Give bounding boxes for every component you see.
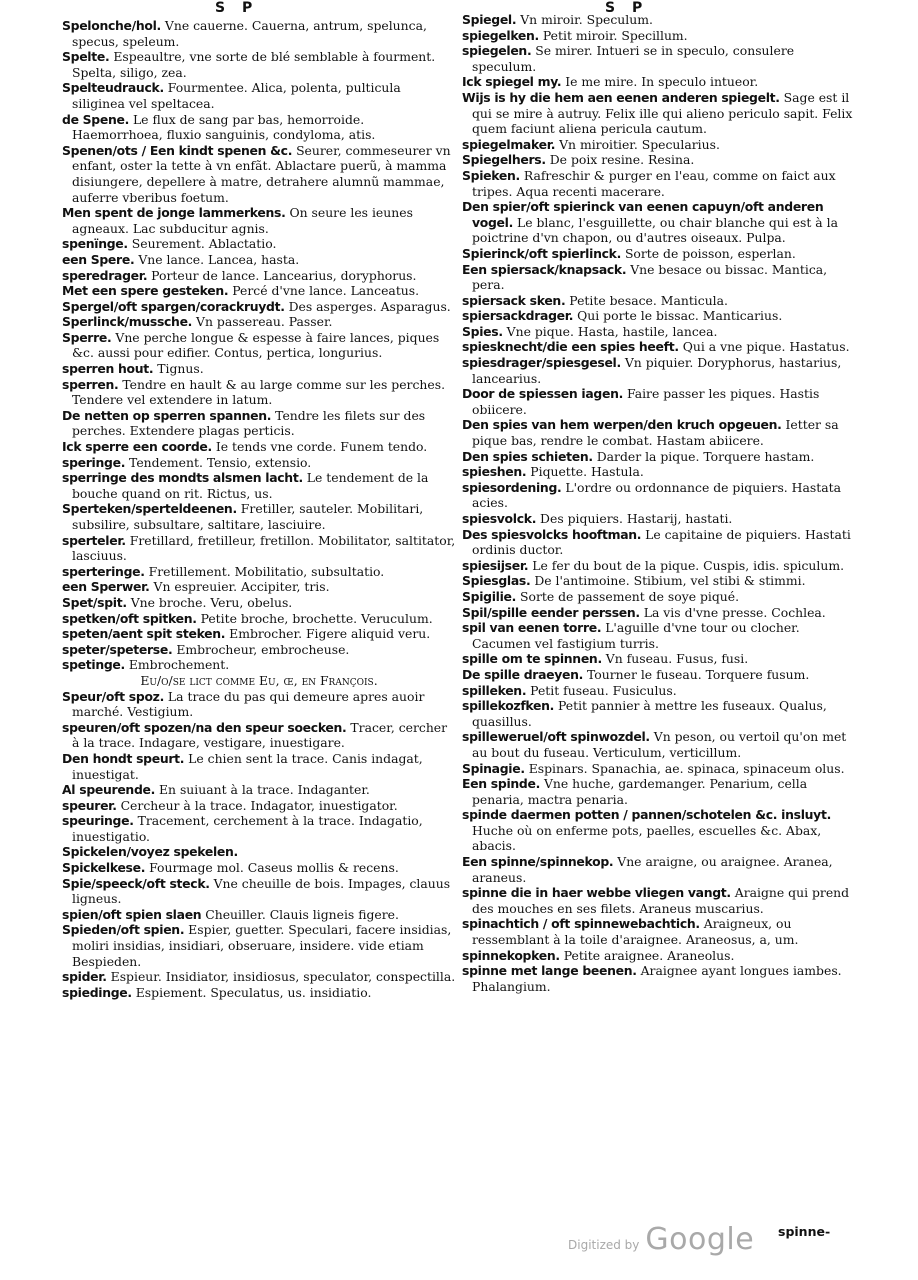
entry-headword: Spet/spit.: [62, 594, 127, 610]
entry-definition: Des piquiers. Hastarij, hastati.: [536, 511, 733, 526]
entry-headword: spiersackdrager.: [462, 308, 574, 324]
entry-headword: Spiegel.: [462, 12, 517, 27]
dictionary-entry: [462, 137, 854, 153]
entry-definition: Vne pique. Hasta, hastile, lancea.: [502, 323, 718, 339]
entry-definition: Seurer, commeseurer vn enfant, oster la tette à vn enfãt. Ablactare puerũ, à mamma disiungere, depellere à matre, detrahere alumnũ mammae, auferre vberibus foetum.: [72, 142, 451, 205]
entry-headword: een Spere.: [62, 251, 135, 267]
entry-definition: Vne lance. Lancea, hasta.: [134, 251, 300, 267]
entry-headword: spiegelen.: [462, 43, 532, 59]
dictionary-entry: [462, 667, 854, 683]
entry-headword: spetinge.: [62, 657, 125, 673]
dictionary-entry: [62, 860, 456, 876]
entry-definition: La vis d'vne presse. Cochlea.: [639, 604, 826, 620]
entry-headword: spilleweruel/oft spinwozdel.: [462, 729, 650, 745]
entry-definition: Le tendement de la bouche quand on rit. Rictus, us.: [72, 470, 429, 501]
entry-definition: Le capitaine de piquiers. Hastati ordinis ductor.: [472, 526, 851, 558]
watermark-brand: Google: [645, 1222, 755, 1257]
entry-definition: Le fer du bout de la pique. Cuspis, idis. spiculum.: [528, 557, 845, 573]
entry-definition: Petite araignee. Araneolus.: [559, 947, 735, 963]
entry-definition: Vne cauerne. Cauerna, antrum, spelunca, specus, speleum.: [72, 18, 427, 49]
entry-headword: speten/aent spit steken.: [62, 626, 226, 642]
entry-headword: spinne met lange beenen.: [462, 963, 637, 979]
entry-headword: Met een spere gesteken.: [62, 283, 229, 299]
entry-definition: De l'antimoine. Stibium, vel stibi & stimmi.: [530, 573, 806, 589]
entry-definition: Fourmage mol. Caseus mollis & recens.: [145, 860, 399, 876]
entry-headword: spillekozfken.: [462, 698, 555, 714]
entry-headword: speuren/oft spozen/na den speur soecken.: [62, 719, 347, 735]
entry-headword: Spinagie.: [462, 760, 525, 776]
dictionary-entry: [462, 885, 854, 916]
dictionary-entry: [62, 361, 456, 377]
entry-headword: Spieden/oft spien.: [62, 922, 185, 938]
dictionary-entry: [62, 657, 456, 673]
entry-definition: En suiuant à la trace. Indaganter.: [155, 782, 370, 798]
dictionary-entry: [62, 907, 456, 923]
entry-headword: spetken/oft spitken.: [62, 610, 197, 626]
entry-definition: Vn piquier. Doryphorus, hastarius, lancearius.: [472, 355, 842, 386]
dictionary-entry: [462, 963, 854, 994]
running-header-right: S P: [605, 0, 649, 16]
entry-definition: Le blanc, l'esguillette, ou chair blanche qui est à la poictrine d'vn chapon, ou d'autres oiseaux. Pulpa.: [472, 214, 838, 246]
entry-headword: Spigilie.: [462, 588, 517, 604]
dictionary-entry: [62, 564, 456, 580]
entry-definition: Ietter sa pique bas, rendre le combat. Hastam abiicere.: [472, 417, 839, 449]
dictionary-entry: [62, 611, 456, 627]
dictionary-entry: [462, 28, 854, 44]
dictionary-entry: [62, 922, 456, 969]
dictionary-entry: [62, 236, 456, 252]
dictionary-entry: [62, 782, 456, 798]
dictionary-entry: [462, 43, 854, 74]
dictionary-entry: [62, 798, 456, 814]
dictionary-entry: [62, 330, 456, 361]
entry-headword: Den spies schieten.: [462, 448, 593, 464]
entry-headword: Spelte.: [62, 49, 110, 65]
entry-definition: Se mirer. Intueri se in speculo, consulere speculum.: [472, 43, 795, 74]
left-column: [62, 18, 456, 1000]
entry-headword: Spenen/ots / Een kindt spenen &c.: [62, 142, 293, 158]
entry-definition: Piquette. Hastula.: [526, 464, 644, 480]
entry-headword: spiersack sken.: [462, 292, 566, 308]
entry-headword: sperteringe.: [62, 563, 145, 579]
dictionary-entry: [462, 605, 854, 621]
entry-headword: Spieken.: [462, 167, 520, 183]
entry-headword: spinde daermen potten / pannen/schotelen &c. insluyt.: [462, 807, 831, 823]
entry-headword: Spickelkese.: [62, 860, 146, 876]
entry-definition: Fretillement. Mobilitatio, subsultatio.: [144, 563, 385, 579]
entry-headword: Ick spiegel my.: [462, 74, 562, 90]
entry-definition: Fretillard, fretilleur, fretillon. Mobilitator, saltitator, lasciuus.: [72, 532, 456, 564]
dictionary-entry: [462, 199, 854, 246]
dictionary-entry: [62, 969, 456, 985]
entry-headword: Spelonche/hol.: [62, 18, 161, 33]
entry-definition: Petit pannier à mettre les fuseaux. Qualus, quasillus.: [472, 698, 827, 729]
entry-headword: Spergel/oft spargen/corackruydt.: [62, 298, 285, 314]
dictionary-entry: [62, 470, 456, 501]
dictionary-entry: [462, 168, 854, 199]
entry-definition: Qui porte le bissac. Manticarius.: [573, 308, 783, 324]
entry-headword: spider.: [62, 969, 107, 985]
dictionary-entry: [462, 589, 854, 605]
entry-headword: Spies.: [462, 323, 503, 339]
entry-definition: Sorte de poisson, esperlan.: [621, 245, 796, 261]
entry-headword: spiesordening.: [462, 479, 562, 495]
entry-headword: Men spent de jonge lammerkens.: [62, 205, 286, 221]
entry-definition: Vne broche. Veru, obelus.: [126, 594, 293, 610]
entry-definition: Tendre en hault & au large comme sur les perches. Tendere vel extendere in latum.: [72, 376, 446, 408]
dictionary-entry: [462, 308, 854, 324]
entry-headword: speuringe.: [62, 813, 134, 829]
dictionary-entry: [462, 698, 854, 729]
entry-headword: een Sperwer.: [62, 579, 150, 595]
entry-definition: Espieur. Insidiator, insidiosus, speculator, conspectilla.: [106, 969, 456, 985]
entry-definition: Embrocheur, embrocheuse.: [172, 641, 350, 657]
entry-definition: Vne perche longue & espesse à faire lances, piques &c. aussi pour edifier. Contus, pertica, longurius.: [72, 329, 440, 361]
entry-definition: Tendement. Tensio, extensio.: [125, 454, 312, 470]
entry-definition: Darder la pique. Torquere hastam.: [592, 448, 815, 464]
dictionary-entry: [462, 761, 854, 777]
entry-headword: Spiegelhers.: [462, 152, 546, 168]
dictionary-entry: [462, 683, 854, 699]
entry-headword: spiegelmaker.: [462, 136, 556, 152]
dictionary-entry: [462, 262, 854, 293]
entry-headword: Den spies van hem werpen/den kruch opgeuen.: [462, 417, 782, 433]
dictionary-entry: [462, 511, 854, 527]
right-column: [462, 12, 854, 994]
dictionary-entry: [62, 813, 456, 844]
dictionary-entry: [62, 268, 456, 284]
entry-headword: Spiesglas.: [462, 573, 531, 589]
entry-headword: Ick sperre een coorde.: [62, 439, 212, 455]
entry-definition: Vne besace ou bissac. Mantica, pera.: [472, 261, 828, 293]
entry-headword: spil van eenen torre.: [462, 620, 602, 636]
dictionary-entry: [62, 408, 456, 439]
entry-headword: speredrager.: [62, 267, 148, 283]
entry-headword: De netten op sperren spannen.: [62, 407, 272, 423]
dictionary-entry: [62, 844, 456, 860]
entry-definition: Vne cheuille de bois. Impages, clauus ligneus.: [72, 875, 451, 907]
entry-headword: sperteler.: [62, 532, 126, 548]
dictionary-entry: [462, 464, 854, 480]
entry-definition: Tracer, cercher à la trace. Indagare, vestigare, inuestigare.: [72, 719, 448, 751]
dictionary-entry: [62, 689, 456, 720]
dictionary-entry: [462, 417, 854, 448]
entry-definition: Le chien sent la trace. Canis indagat, inuestigat.: [72, 750, 423, 782]
dictionary-entry: [462, 12, 854, 28]
dictionary-entry: [462, 339, 854, 355]
entry-definition: Vn miroitier. Specularius.: [555, 136, 720, 152]
entry-definition: Des asperges. Asparagus.: [284, 298, 451, 314]
dictionary-entry: [62, 501, 456, 532]
entry-headword: spien/oft spien slaen: [62, 906, 202, 922]
entry-definition: Tendre les filets sur des perches. Extendere plagas perticis.: [72, 407, 426, 439]
entry-headword: Sperre.: [62, 329, 112, 345]
entry-headword: de Spene.: [62, 111, 130, 127]
dictionary-entry: [62, 579, 456, 595]
entry-headword: spinne die in haer webbe vliegen vangt.: [462, 885, 731, 901]
dictionary-entry: [62, 985, 456, 1001]
entry-headword: spille om te spinnen.: [462, 651, 602, 667]
entry-headword: sperren hout.: [62, 361, 154, 377]
dictionary-entry: [62, 595, 456, 611]
dictionary-entry: [62, 455, 456, 471]
entry-headword: spieshen.: [462, 464, 527, 480]
catchword: spinne-: [778, 1224, 831, 1239]
entry-definition: Embrocher. Figere aliquid veru.: [225, 626, 431, 642]
dictionary-entry: [62, 314, 456, 330]
dictionary-entry: [62, 533, 456, 564]
entry-definition: Rafreschir & purger en l'eau, comme on faict aux tripes. Aqua recenti macerare.: [472, 167, 836, 199]
entry-definition: Vne huche, gardemanger. Penarium, cella penaria, mactra penaria.: [472, 776, 808, 807]
entry-definition: Petite broche, brochette. Veruculum.: [196, 610, 433, 626]
entry-definition: Huche où on enferme pots, paelles, escuelles &c. Abax, abacis.: [472, 822, 822, 854]
entry-headword: spiesknecht/die een spies heeft.: [462, 339, 679, 355]
entry-headword: spiedinge.: [62, 984, 132, 1000]
entry-headword: Spie/speeck/oft steck.: [62, 875, 210, 891]
entry-definition: On seure les ieunes agneaux. Lac subducitur agnis.: [72, 205, 413, 236]
dictionary-entry: [462, 916, 854, 947]
entry-definition: Petit miroir. Specillum.: [538, 27, 688, 43]
entry-headword: Wijs is hy die hem aen eenen anderen spiegelt.: [462, 89, 780, 105]
entry-headword: Spierinck/oft spierlinck.: [462, 245, 621, 261]
dictionary-entry: [462, 573, 854, 589]
dictionary-entry: [462, 807, 854, 854]
entry-definition: Vn espreuier. Accipiter, tris.: [149, 579, 330, 595]
entry-headword: spinnekopken.: [462, 947, 560, 963]
dictionary-entry: [462, 776, 854, 807]
dictionary-entry: [462, 480, 854, 511]
entry-headword: Den hondt speurt.: [62, 750, 185, 766]
dictionary-entry: [62, 80, 456, 111]
entry-definition: Cercheur à la trace. Indagator, inuestigator.: [116, 797, 398, 813]
entry-definition: Espiement. Speculatus, us. insidiatio.: [131, 984, 372, 1000]
entry-definition: Embrochement.: [124, 657, 230, 673]
dictionary-entry: [462, 651, 854, 667]
entry-headword: Speur/oft spoz.: [62, 688, 164, 704]
entry-definition: Vne araigne, ou araignee. Aranea, araneus.: [472, 854, 833, 885]
entry-headword: Den spier/oft spierinck van eenen capuyn/oft anderen vogel.: [462, 199, 824, 230]
entry-definition: L'ordre ou ordonnance de piquiers. Hastata acies.: [472, 479, 841, 511]
entry-definition: De poix resine. Resina.: [545, 152, 695, 168]
entry-definition: Fourmentee. Alica, polenta, pulticula siliginea vel speltacea.: [72, 80, 401, 111]
entry-definition: Petit fuseau. Fusiculus.: [526, 682, 677, 698]
dictionary-entry: [462, 74, 854, 90]
dictionary-entry: [62, 642, 456, 658]
dictionary-entry: [62, 720, 456, 751]
entry-headword: Spil/spille eender perssen.: [462, 604, 640, 620]
entry-definition: Tourner le fuseau. Torquere fusum.: [583, 666, 810, 682]
entry-definition: Qui a vne pique. Hastatus.: [678, 339, 850, 355]
entry-definition: Vn peson, ou vertoil qu'on met au bout du fuseau. Verticulum, verticillum.: [472, 729, 847, 760]
entry-headword: Spelteudrauck.: [62, 80, 164, 96]
entry-headword: spiesvolck.: [462, 511, 537, 526]
dictionary-entry: [462, 948, 854, 964]
entry-definition: Espier, guetter. Speculari, facere insidias, moliri insidias, insidiari, obseruare, insidere. vide etiam Bespieden.: [72, 922, 452, 969]
entry-headword: Door de spiessen iagen.: [462, 386, 624, 402]
entry-definition: Sage est il qui se mire à autruy. Felix ille qui alieno periculo sapit. Felix quem faciunt aliena pericula cautum.: [472, 89, 853, 137]
entry-definition: Percé d'vne lance. Lanceatus.: [228, 283, 420, 299]
dictionary-entry: [62, 49, 456, 80]
dictionary-entry: [62, 283, 456, 299]
dictionary-entry: [62, 205, 456, 236]
entry-definition: Petite besace. Manticula.: [565, 292, 728, 308]
dictionary-entry: [462, 386, 854, 417]
dictionary-entry: [462, 246, 854, 262]
entry-definition: Vn passereau. Passer.: [192, 314, 333, 330]
dictionary-entry: [462, 558, 854, 574]
entry-headword: Een spiersack/knapsack.: [462, 261, 627, 277]
entry-headword: sperringe des mondts alsmen lacht.: [62, 470, 303, 486]
dictionary-entry: [62, 143, 456, 205]
entry-headword: Spickelen/voyez spekelen.: [62, 844, 238, 860]
entry-headword: speurer.: [62, 797, 117, 813]
entry-definition: Ie me mire. In speculo intueor.: [561, 74, 759, 90]
dictionary-entry: [462, 854, 854, 885]
entry-headword: Een spinne/spinnekop.: [462, 854, 614, 870]
entry-definition: Araignee ayant longues iambes. Phalangium.: [472, 963, 842, 994]
entry-headword: spiegelken.: [462, 27, 539, 43]
dictionary-entry: [462, 355, 854, 386]
dictionary-entry: [462, 293, 854, 309]
entry-headword: spenïnge.: [62, 236, 128, 252]
dictionary-entry: [462, 729, 854, 760]
entry-headword: Sperteken/sperteldeenen.: [62, 501, 237, 517]
dictionary-entry: [62, 112, 456, 143]
entry-definition: Ie tends vne corde. Funem tendo.: [211, 439, 428, 455]
entry-headword: speter/speterse.: [62, 641, 173, 657]
google-watermark: [568, 1222, 754, 1257]
entry-definition: Tignus.: [153, 361, 204, 377]
dictionary-entry: [62, 751, 456, 782]
entry-definition: Fretiller, sauteler. Mobilitari, subsilire, subsultare, saltitare, lasciuire.: [72, 501, 424, 532]
entry-definition: Cheuiller. Clauis ligneis figere.: [201, 906, 399, 922]
entry-headword: sperren.: [62, 376, 119, 392]
entry-headword: speringe.: [62, 454, 126, 470]
running-header-left: S P: [215, 0, 259, 16]
entry-headword: spinachtich / oft spinnewebachtich.: [462, 916, 700, 932]
entry-definition: Tracement, cerchement à la trace. Indagatio, inuestigatio.: [72, 813, 423, 844]
entry-definition: Faire passer les piques. Hastis obiicere.: [472, 386, 820, 417]
dictionary-entry: [462, 620, 854, 651]
dictionary-entry: [462, 90, 854, 137]
dictionary-entry: [62, 876, 456, 907]
entry-definition: Vn miroir. Speculum.: [516, 12, 653, 27]
entry-definition: Seurement. Ablactatio.: [127, 236, 277, 252]
dictionary-entry: [462, 527, 854, 558]
entry-headword: De spille draeyen.: [462, 666, 584, 682]
entry-headword: Al speurende.: [62, 782, 156, 798]
entry-headword: Sperlinck/mussche.: [62, 314, 193, 330]
entry-definition: Espinars. Spanachia, ae. spinaca, spinaceum olus.: [524, 760, 845, 776]
entry-definition: Sorte de passement de soye piqué.: [516, 588, 740, 604]
entry-headword: Een spinde.: [462, 776, 540, 792]
dictionary-entry: [62, 18, 456, 49]
entry-definition: L'aguille d'vne tour ou clocher. Cacumen vel fastigium turris.: [472, 620, 800, 651]
dictionary-entry: [462, 449, 854, 465]
dictionary-entry: [462, 324, 854, 340]
entry-headword: spilleken.: [462, 682, 527, 698]
dictionary-entry: [62, 377, 456, 408]
entry-definition: Araigne qui prend des mouches en ses filets. Araneus muscarius.: [472, 885, 850, 916]
entry-definition: La trace du pas qui demeure apres auoir marché. Vestigium.: [72, 688, 425, 720]
dictionary-entry: [62, 626, 456, 642]
entry-definition: Espeaultre, vne sorte de blé semblable à fourment. Spelta, siligo, zea.: [72, 49, 436, 80]
watermark-prefix: Digitized by: [568, 1238, 640, 1252]
entry-headword: spiesdrager/spiesgesel.: [462, 355, 621, 371]
dictionary-entry: [462, 152, 854, 168]
dictionary-entry: [62, 299, 456, 315]
entry-definition: Eu/o/se lict comme Eu, œ, en François.: [140, 672, 378, 688]
dictionary-entry: [62, 252, 456, 268]
entry-definition: Le flux de sang par bas, hemorroide. Haemorrhoea, fluxio sanguinis, condyloma, atis.: [72, 111, 376, 143]
dictionary-entry: [62, 673, 456, 689]
entry-definition: Araigneux, ou ressemblant à la toile d'araignee. Araneosus, a, um.: [472, 916, 799, 948]
entry-definition: Vn fuseau. Fusus, fusi.: [601, 651, 749, 667]
dictionary-entry: [62, 439, 456, 455]
entry-headword: spiesijser.: [462, 557, 529, 573]
entry-headword: Des spiesvolcks hooftman.: [462, 526, 642, 542]
entry-definition: Porteur de lance. Lancearius, doryphorus.: [147, 267, 417, 283]
